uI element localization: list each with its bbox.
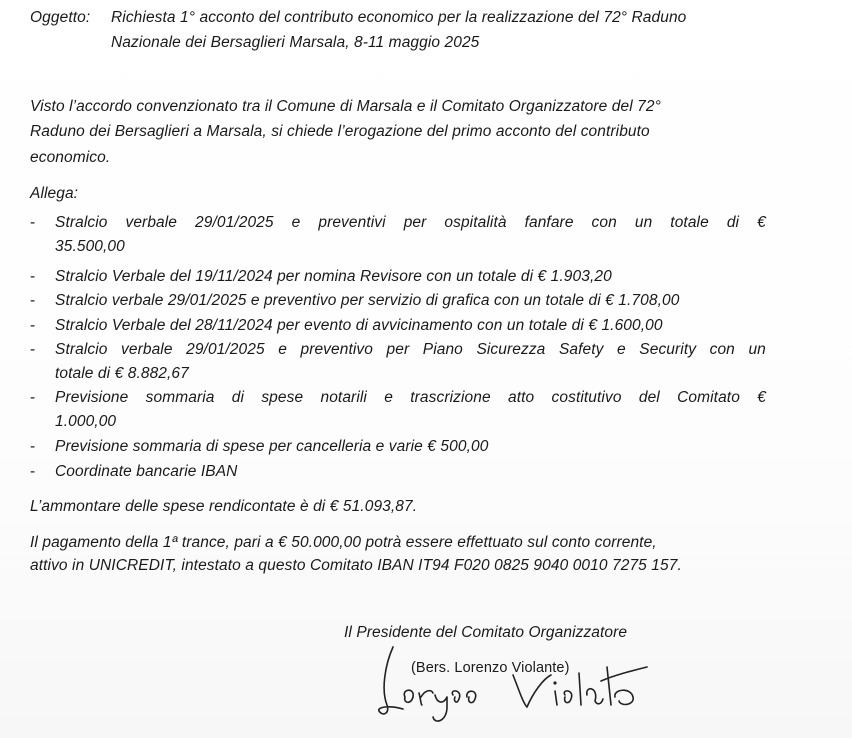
list-item-word: 29/01/2025 — [186, 341, 265, 358]
list-item-word: con — [709, 341, 735, 358]
signatory-name: (Bers. Lorenzo Violante) — [411, 660, 570, 676]
list-item-word: e — [278, 341, 287, 358]
list-item-line-1 — [55, 341, 766, 359]
list-item-word: atto — [507, 389, 535, 406]
list-item-word: preventivo — [300, 341, 373, 358]
list-bullet: - — [30, 389, 36, 406]
list-item-word: spese — [261, 389, 304, 406]
list-item-word: notarili — [320, 389, 367, 406]
list-item-word: Sicurezza — [476, 341, 546, 358]
list-bullet: - — [30, 438, 36, 455]
payment-line-2: attivo in UNICREDIT, intestato a questo Comitato IBAN IT94 F020 0825 9040 0010 7275 157. — [30, 557, 682, 574]
list-item-word: e — [384, 389, 393, 406]
intro-line-3: economico. — [30, 149, 111, 166]
total-expenses: L’ammontare delle spese rendicontate è di € 51.093,87. — [30, 498, 418, 515]
list-bullet: - — [30, 292, 36, 309]
signatory-title: Il Presidente del Comitato Organizzatore — [344, 624, 628, 641]
list-item-word: Stralcio — [55, 214, 108, 231]
list-item-word: costitutivo — [551, 389, 622, 406]
subject-line-1: Richiesta 1° acconto del contributo economico per la realizzazione del 72° Raduno — [111, 9, 687, 26]
list-item-word: del — [638, 389, 660, 406]
subject-line-2: Nazionale dei Bersaglieri Marsala, 8-11 maggio 2025 — [111, 34, 480, 51]
intro-line-1: Visto l’accordo convenzionato tra il Comune di Marsala e il Comitato Organizzatore del 72° — [30, 98, 661, 115]
list-item-word: ospitalità — [444, 214, 507, 231]
list-item-word: con — [591, 214, 617, 231]
list-item-line-2: totale di € 8.882,67 — [55, 365, 189, 382]
list-item-word: Safety — [558, 341, 604, 358]
list-item-word: di — [231, 389, 245, 406]
list-bullet: - — [30, 463, 36, 480]
list-bullet: - — [30, 268, 36, 285]
list-item-line-2: 1.000,00 — [55, 413, 117, 430]
list-item-line-1 — [55, 389, 766, 407]
list-item-word: fanfare — [524, 214, 574, 231]
list-item-line-1: Previsione sommaria di spese per cancelleria e varie € 500,00 — [55, 438, 489, 455]
list-item-word: un — [634, 214, 653, 231]
list-item-word: Previsione — [55, 389, 129, 406]
list-item-word: un — [748, 341, 766, 358]
list-item-line-1: Stralcio Verbale del 19/11/2024 per nomina Revisore con un totale di € 1.903,20 — [55, 268, 612, 285]
list-item-line-1: Stralcio Verbale del 28/11/2024 per evento di avvicinamento con un totale di € 1.600,00 — [55, 317, 663, 334]
list-item-word: trascrizione — [410, 389, 491, 406]
list-bullet: - — [30, 341, 36, 358]
list-item-word: Security — [639, 341, 697, 358]
list-item-word: Comitato — [677, 389, 740, 406]
list-item-word: preventivi — [318, 214, 386, 231]
list-item-line-1 — [55, 214, 766, 232]
list-item-word: per — [403, 214, 427, 231]
list-item-word: 29/01/2025 — [195, 214, 274, 231]
list-item-word: per — [386, 341, 410, 358]
list-bullet: - — [30, 214, 36, 231]
list-item-word: sommaria — [145, 389, 215, 406]
list-item-word: € — [757, 214, 766, 231]
handwritten-signature — [375, 645, 665, 730]
list-bullet: - — [30, 317, 36, 334]
list-item-word: totale — [670, 214, 709, 231]
list-item-word: Piano — [422, 341, 463, 358]
subject-label: Oggetto: — [30, 9, 91, 26]
payment-line-1: Il pagamento della 1ª trance, pari a € 50.000,00 potrà essere effettuato sul conto corrente, — [30, 534, 657, 551]
list-item-word: Stralcio — [55, 341, 108, 358]
list-item-word: e — [617, 341, 626, 358]
attachments-label: Allega: — [30, 185, 79, 202]
list-item-line-2: 35.500,00 — [55, 238, 125, 255]
list-item-word: verbale — [125, 214, 178, 231]
list-item-line-1: Stralcio verbale 29/01/2025 e preventivo per servizio di grafica con un totale di € 1.708,00 — [55, 292, 680, 309]
list-item-line-1: Coordinate bancarie IBAN — [55, 463, 238, 480]
list-item-word: di — [726, 214, 740, 231]
list-item-word: e — [291, 214, 301, 231]
list-item-word: € — [757, 389, 766, 406]
intro-line-2: Raduno dei Bersaglieri a Marsala, si chiede l’erogazione del primo acconto del contributo — [30, 123, 650, 140]
list-item-word: verbale — [121, 341, 173, 358]
